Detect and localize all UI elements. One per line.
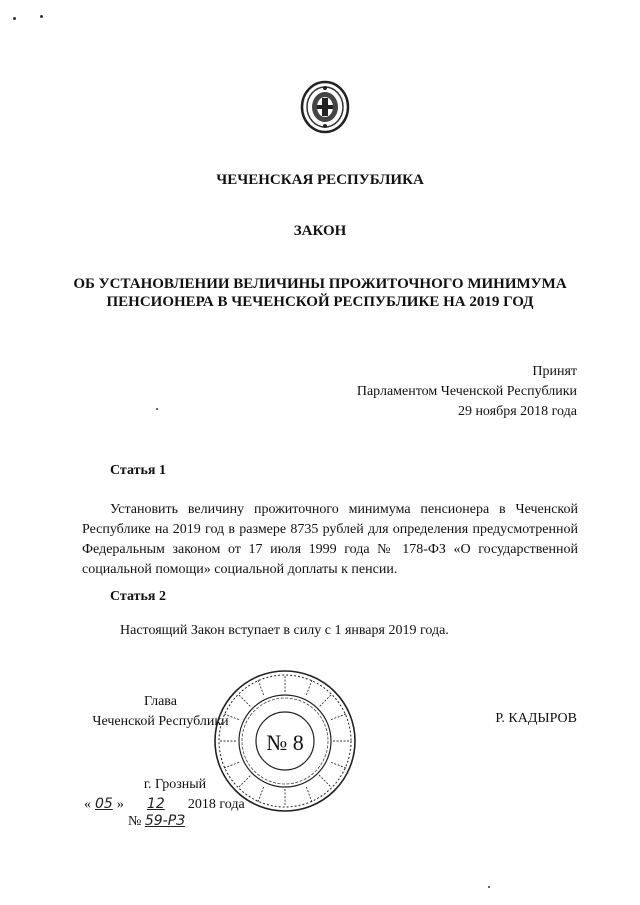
date-close-quote: » [116, 797, 124, 812]
date-month: 12 [146, 796, 165, 812]
law-title [0, 275, 640, 311]
official-seal [212, 668, 358, 814]
adoption-line: Принят [532, 364, 577, 379]
adoption-line: 29 ноября 2018 года [457, 404, 577, 419]
signatory-title-line: Глава [144, 694, 177, 709]
law-number [128, 812, 201, 831]
date-open-quote: « [84, 797, 91, 812]
adoption-line: Парламентом Чеченской Республики [356, 384, 577, 399]
law-number-prefix: № [128, 814, 142, 829]
scan-speck [40, 15, 43, 18]
article-2-text: Настоящий Закон вступает в силу с 1 января 2019 года. [120, 623, 449, 638]
article-2-heading: Статья 2 [110, 589, 166, 604]
article-1-text: Установить величину прожиточного минимума пенсионера в Чеченской Республике на 2019 год в размере 8735 рублей для определения предусмотренной Федеральным законом от 17 июля 1999 года № 178-ФЗ «О государственной социальной помощи» социальной доплаты к пенсии. [82, 502, 578, 577]
law-title-line: ОБ УСТАНОВЛЕНИИ ВЕЛИЧИНЫ ПРОЖИТОЧНОГО МИНИМУМА [73, 276, 567, 292]
date-year: 2018 года [187, 797, 245, 812]
adoption-note [357, 362, 577, 422]
document-type: ЗАКОН [293, 223, 347, 239]
date-day: 05 [95, 796, 113, 812]
seal-number: № 8 [266, 730, 304, 755]
region-heading: ЧЕЧЕНСКАЯ РЕСПУБЛИКА [216, 172, 424, 188]
article-1-heading: Статья 1 [110, 463, 166, 478]
law-title-line: ПЕНСИОНЕРА В ЧЕЧЕНСКОЙ РЕСПУБЛИКЕ НА 2019 ГОД [106, 294, 534, 310]
place-of-signing: г. Грозный [143, 777, 207, 792]
law-number-value: 59-РЗ [144, 813, 186, 829]
scan-speck [488, 886, 490, 888]
scan-speck [156, 408, 158, 410]
coat-of-arms-emblem [300, 80, 350, 134]
signatory-name: Р. КАДЫРОВ [495, 711, 577, 726]
scan-speck [13, 17, 16, 20]
signatory-title-line: Чеченской Республики [92, 714, 229, 729]
